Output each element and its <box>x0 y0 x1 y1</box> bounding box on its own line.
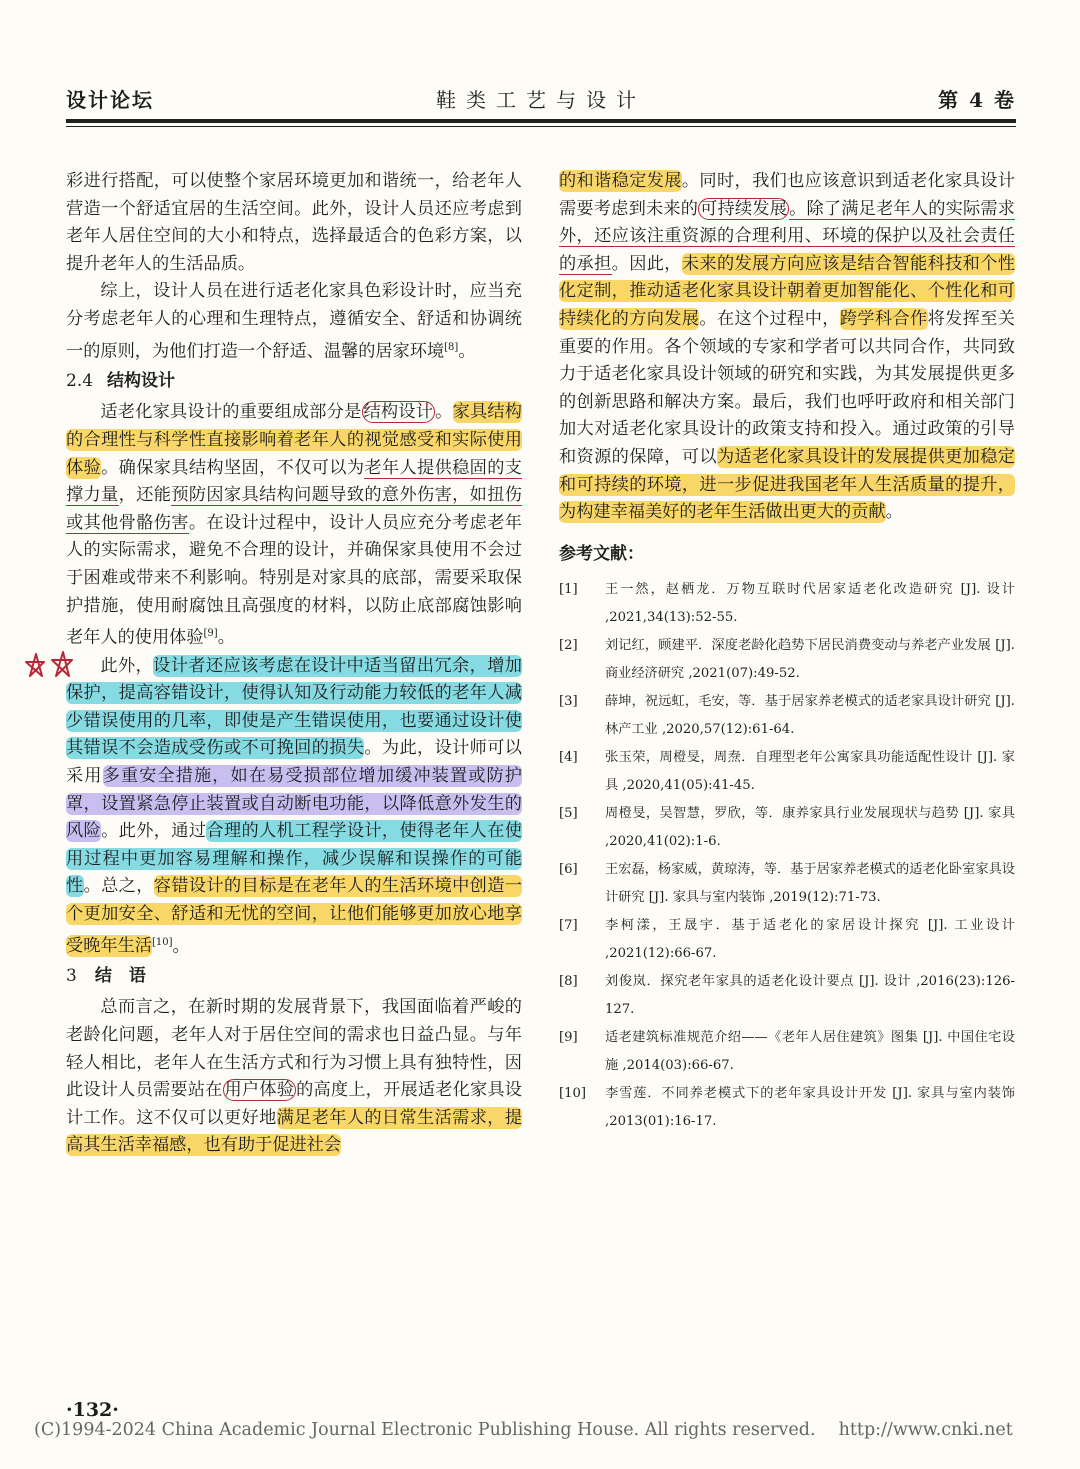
page-number: ·132· <box>66 1399 119 1421</box>
highlight-yellow: 满足老年人的日常生活需求，提高其生活幸福感，也有助于促进社会 <box>66 1107 522 1156</box>
highlight-yellow: 容错设计的目标是在老年人的生活环境中创造一个更加安全、舒适和无忧的空间，让他们能够更加放心地享受晚年生活 <box>66 876 522 957</box>
section-heading-3: 3 结 语 <box>66 965 146 986</box>
reference-item: [8] 刘俊岚．探究老年家具的适老化设计要点 [J]. 设计 ,2016(23):126-127. <box>559 974 1015 1018</box>
citation: [8] <box>444 341 459 353</box>
citation: [10] <box>151 936 173 948</box>
underlined-text: 预防因家具结构问题导致的意外伤害，如扭伤或其他骨骼伤害 <box>66 485 522 533</box>
paragraph: 的和谐稳定发展。同时，我们也应该意识到适老化家具设计需要考虑到未来的 可持续发展 。除了满足老年人的实际需求外，还应该注重资源的合理利用、环境的保护以及社会责任的承担。因此，未来的发展方向应该是结合智能科技和个性化定制，推动适老化家具设计朝着更加智能化、个性化和可持续化的方向发展。在这个过程中，跨学科合作将发挥至关重要的作用。各个领域的专家和学者可以共同合作，共同致力于适老化家具设计领域的研究和实践，为其发展提供更多的创新思路和解决方案。最后，我们也呼吁政府和相关部门加大对适老化家具设计的政策支持和投入。通过政策的引导和资源的保障，可以为适老化家具设计的发展提供更加稳定和可持续的环境，进一步促进我国老年人生活质量的提升，为构建幸福美好的老年生活做出更大的贡献。 <box>559 171 1015 523</box>
header-section: 设计论坛 <box>66 88 154 112</box>
references-heading: 参考文献： <box>559 543 644 564</box>
reference-item: [7] 李柯漾，王晟宇．基于适老化的家居设计探究 [J]. 工业设计 ,2021(12):66-67. <box>559 918 1015 962</box>
reference-list <box>559 576 1015 1136</box>
section-heading-2-4: 2.4 结构设计 <box>66 370 176 391</box>
reference-item: [9] 适老建筑标准规范介绍——《老年人居住建筑》图集 [J]. 中国住宅设施 ,2014(03):66-67. <box>559 1030 1015 1074</box>
circled-text: 结构设计 <box>363 402 434 423</box>
highlight-yellow: 家具结构的合理性与科学性直接影响着老年人的视觉感受和实际使用体验 <box>66 402 522 478</box>
reference-item: [3] 薛坤，祝远虹，毛安，等．基于居家养老模式的适老家具设计研究 [J]. 林产工业 ,2020,57(12):61-64. <box>559 694 1015 738</box>
citation: [9] <box>203 628 218 640</box>
circled-text: 用户体验 <box>224 1080 295 1101</box>
header-rule-thick <box>66 119 1016 123</box>
paragraph: 适老化家具设计的重要组成部分是 结构设计 。家具结构的合理性与科学性直接影响着老年人的视觉感受和实际使用体验。确保家具结构坚固，不仅可以为老年人提供稳固的支撑力量，还能预防因家具结构问题导致的意外伤害，如扭伤或其他骨骼伤害。在设计过程中，设计人员应充分考虑老年人的实际需求，避免不合理的设计，并确保家具使用不会过于困难或带来不利影响。特别是对家具的底部，需要采取保护措施，使用耐腐蚀且高强度的材料，以防止底部腐蚀影响老年人的使用体验[9]。 <box>66 402 522 648</box>
copyright-notice: (C)1994-2024 China Academic Journal Electronic Publishing House. All rights reserved. http://www.cnki.net <box>34 1420 1013 1440</box>
highlight-purple: 多重安全措施，如在易受损部位增加缓冲装置或防护罩，设置紧急停止装置或自动断电功能，以降低意外发生的风险 <box>66 765 522 842</box>
right-column <box>559 168 1015 1136</box>
highlight-yellow: 的和谐稳定发展 <box>559 171 682 191</box>
header-volume: 第 4 卷 <box>938 88 1016 112</box>
highlight-yellow: 未来的发展方向应该是结合智能科技和个性化定制，推动适老化家具设计朝着更加智能化、个性化和可持续化的方向发展 <box>559 253 1015 329</box>
highlight-yellow: 为适老化家具设计的发展提供更加稳定和可持续的环境，进一步促进我国老年人生活质量的提升，为构建幸福美好的老年生活做出更大的贡献 <box>559 446 1015 523</box>
reference-item: [5] 周橙旻，吴智慧，罗欣，等．康养家具行业发展现状与趋势 [J]. 家具 ,2020,41(02):1-6. <box>559 806 1015 850</box>
left-column <box>66 168 522 1160</box>
reference-item: [1] 王一然，赵栖龙．万物互联时代居家适老化改造研究 [J]. 设计 ,2021,34(13):52-55. <box>559 582 1015 626</box>
header-rule-thin <box>66 126 1016 127</box>
reference-item: [6] 王宏磊，杨家威，黄琼涛，等．基于居家养老模式的适老化卧室家具设计研究 [J]. 家具与室内装饰 ,2019(12):71-73. <box>559 862 1015 906</box>
circled-text: 可持续发展 <box>700 198 788 219</box>
paragraph: 此外，设计者还应该考虑在设计中适当留出冗余，增加保护，提高容错设计，使得认知及行动能力较低的老年人减少错误使用的几率，即使是产生错误使用，也要通过设计使其错误不会造成受伤或不可挽回的损失。为此，设计师可以采用多重安全措施，如在易受损部位增加缓冲装置或防护罩，设置紧急停止装置或自动断电功能，以降低意外发生的风险。此外，通过合理的人机工程学设计，使得老年人在使用过程中更加容易理解和操作，减少误解和误操作的可能性。总之，容错设计的目标是在老年人的生活环境中创造一个更加安全、舒适和无忧的空间，让他们能够更加放心地享受晚年生活[10]。 <box>66 655 522 957</box>
paragraph: 彩进行搭配，可以使整个家居环境更加和谐统一，给老年人营造一个舒适宜居的生活空间。此外，设计人员还应考虑到老年人居住空间的大小和特点，选择最适合的色彩方案，以提升老年人的生活品质。 <box>66 171 522 274</box>
underlined-text: 老年人提供稳固的支撑力量 <box>66 457 522 506</box>
highlight-cyan: 设计者还应该考虑在设计中适当留出冗余，增加保护，提高容错设计，使得认知及行动能力较低的老年人减少错误使用的几率，即使是产生错误使用，也要通过设计使其错误不会造成受伤或不可挽回的损失 <box>66 655 522 759</box>
highlight-cyan: 合理的人机工程学设计，使得老年人在使用过程中更加容易理解和操作，减少误解和误操作的可能性 <box>66 821 522 897</box>
highlight-yellow: 跨学科合作 <box>839 308 928 329</box>
paragraph: 总而言之，在新时期的发展背景下，我国面临着严峻的老龄化问题，老年人对于居住空间的需求也日益凸显。与年轻人相比，老年人在生活方式和行为习惯上具有独特性，因此设计人员需要站在 用户体验 的高度上，开展适老化家具设计工作。这不仅可以更好地满足老年人的日常生活需求，提高其生活幸福感，也有助于促进社会 <box>66 997 522 1156</box>
reference-item: [10] 李雪莲．不同养老模式下的老年家具设计开发 [J]. 家具与室内装饰 ,2013(01):16-17. <box>559 1086 1015 1130</box>
header-journal-title: 鞋类工艺与设计 <box>436 88 646 112</box>
running-header <box>66 84 1016 114</box>
underlined-text: 。除了满足老年人的实际需求外，还应该注重资源的合理利用、环境的保护以及社会责任的承担 <box>559 198 1015 274</box>
reference-item: [4] 张玉荣，周橙旻，周焘．自理型老年公寓家具功能适配性设计 [J]. 家具 ,2020,41(05):41-45. <box>559 750 1015 794</box>
paragraph: 综上，设计人员在进行适老化家具色彩设计时，应当充分考虑老年人的心理和生理特点，遵循安全、舒适和协调统一的原则，为他们打造一个舒适、温馨的居家环境[8]。 <box>66 281 522 362</box>
reference-item: [2] 刘记红，顾建平．深度老龄化趋势下居民消费变动与养老产业发展 [J]. 商业经济研究 ,2021(07):49-52. <box>559 638 1015 682</box>
